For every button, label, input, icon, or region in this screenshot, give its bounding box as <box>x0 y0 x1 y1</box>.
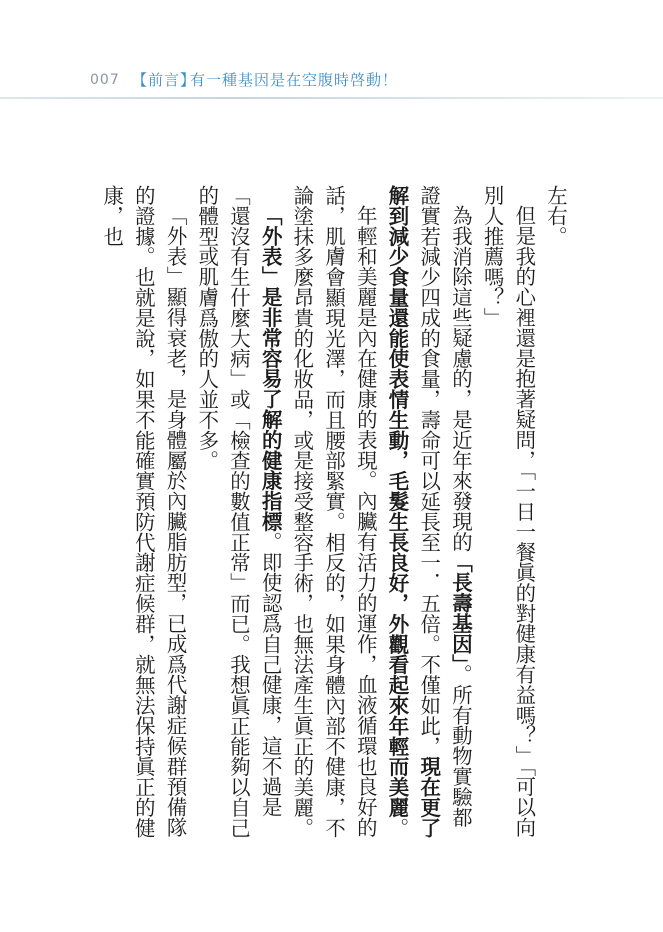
paragraph-5-text-b: 。即使認爲自己健康，這不過是「還沒有生什麼大病」或「檢查的數值正常」而已。我想眞正能夠以自己的體型或肌膚爲傲的人並不多。 <box>195 185 283 838</box>
paragraph-3-text-e: 。 <box>385 817 410 838</box>
longevity-gene-term: 「長壽基因」 <box>448 552 473 665</box>
section-label: 【前言】 <box>132 71 197 89</box>
paragraph-2: 但是我的心裡還是抱著疑問，「一日一餐眞的對健康有益嗎？」「可以向別人推薦嗎？」 <box>480 185 537 838</box>
chapter-title: 有一種基因是在空腹時啓動！ <box>190 71 399 89</box>
paragraph-1: 左右。 <box>544 185 568 247</box>
paragraph-4: 年輕和美麗是內在健康的表現。內臟有活力的運作，血液循環也良好的話，肌膚會顯現光澤，而且腰部緊實。相反的，如果身體內部不健康，不論塗抹多麼昂貴的化妝品，或是接受整容手術，也無法產生眞正的美麗。 <box>290 185 378 838</box>
key-finding-emphasis: 現在更了解到減少食量還能使表情生動，毛髮生長良好，外觀看起來年輕而美麗 <box>385 185 442 838</box>
paragraph-3-text-a: 為我消除這些疑慮的，是近年來發現的 <box>448 205 473 553</box>
paragraph-3 <box>381 185 476 845</box>
page-number: 007 <box>90 72 120 88</box>
vertical-text-body <box>71 185 571 845</box>
paragraph-6: 「外表」顯得衰老，是身體屬於內臟脂肪型，已成爲代謝症候群預備隊的證據。也就是說，如果不能確實預防代謝症候群，就無法保持眞正的健康，也 <box>100 185 188 838</box>
paragraph-5 <box>191 185 286 845</box>
appearance-indicator-emphasis: 「外表」是非常容易了解的健康指標 <box>258 205 283 532</box>
paragraph-3-text-c: 。所有動物實驗都證實若減少四成的食量，壽命可以延長至一．五倍。不僅如此， <box>417 185 473 828</box>
header-divider <box>0 97 663 99</box>
